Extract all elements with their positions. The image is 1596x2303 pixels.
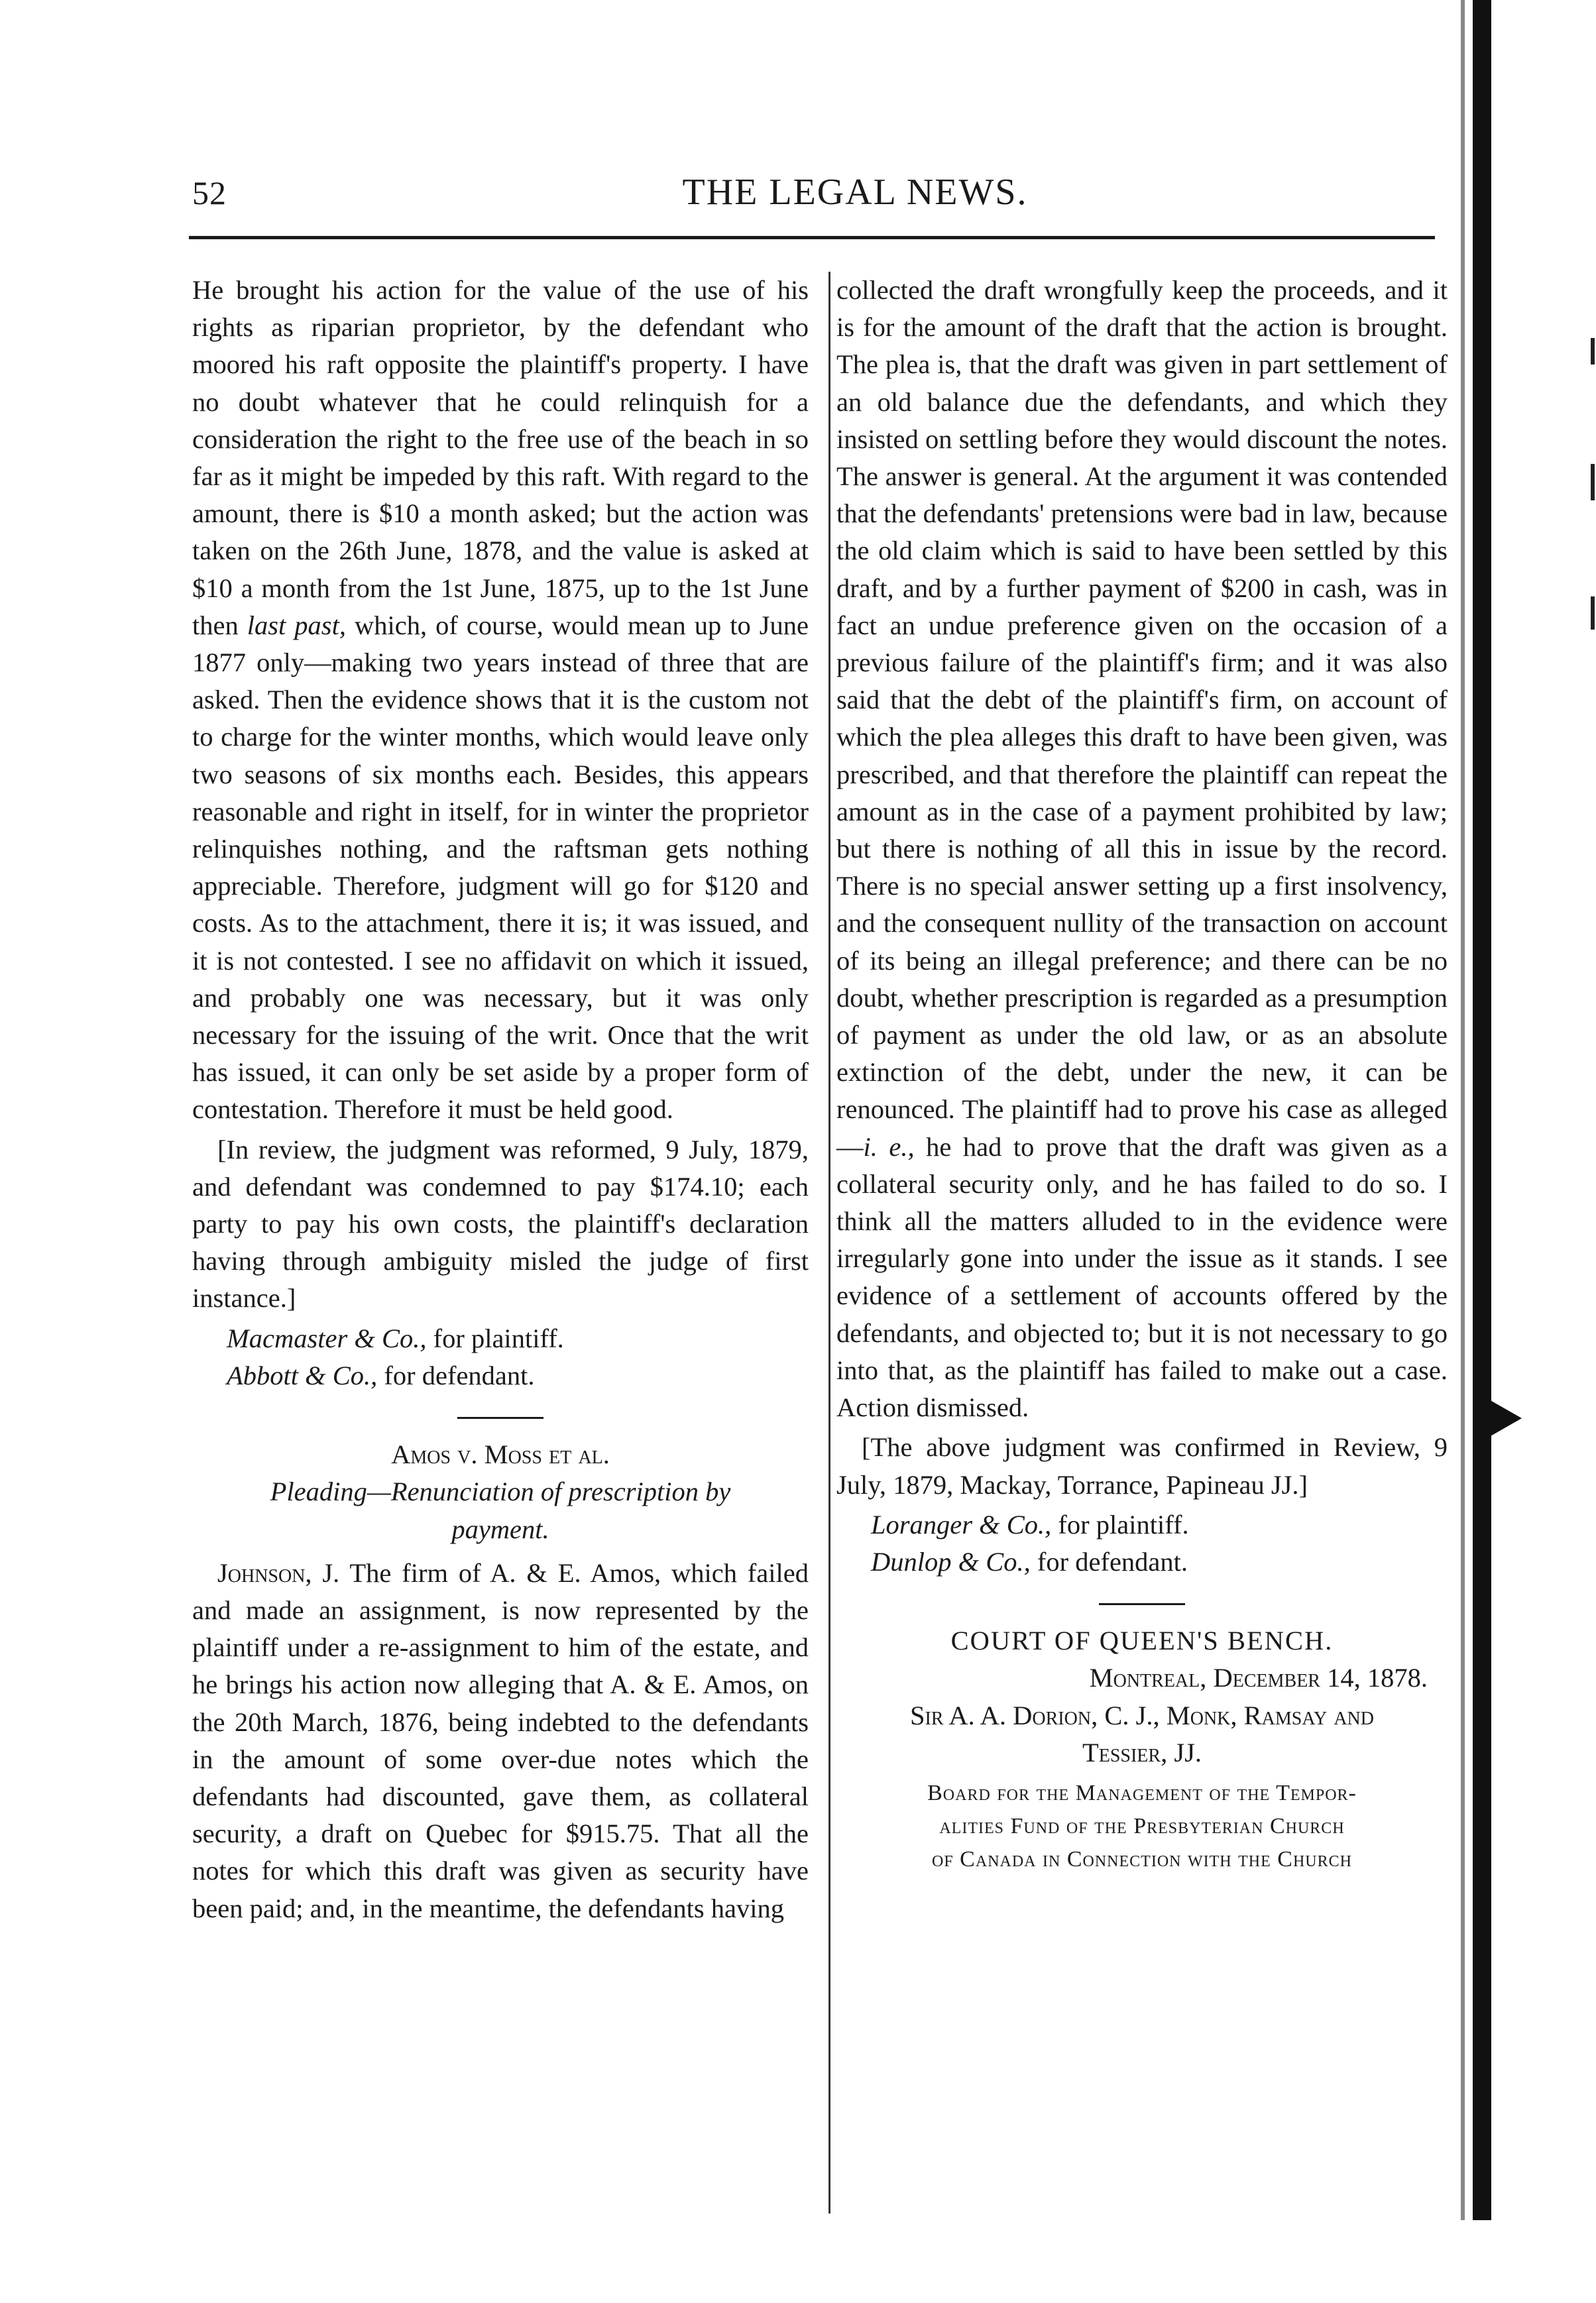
right-column xyxy=(836,272,1448,1876)
scan-edge-fleck xyxy=(1591,596,1595,630)
left-column xyxy=(192,272,809,1927)
review-note: [In review, the judgment was reformed, 9 July, 1879, and defendant was condemned to pay $174.10; each party to pay his own costs, the plaintiff's declaration having through ambiguity misled the judge of first instance.] xyxy=(192,1134,809,1314)
judges-line: Tessier, JJ. xyxy=(1082,1737,1202,1768)
counsel-line: Macmaster & Co., for plaintiff. xyxy=(227,1323,564,1353)
court-title: COURT OF QUEEN'S BENCH. xyxy=(950,1626,1334,1656)
counsel-line: Dunlop & Co., for defendant. xyxy=(871,1546,1188,1577)
header-rule xyxy=(189,236,1435,239)
scan-edge-fleck xyxy=(1591,338,1595,365)
running-title: THE LEGAL NEWS. xyxy=(682,172,1028,213)
scan-edge-arrow xyxy=(1475,1392,1522,1445)
case-title: Amos v. Moss et al. xyxy=(391,1439,610,1470)
italic-text: i. e., xyxy=(863,1131,915,1162)
scan-edge-bar xyxy=(1473,0,1491,2220)
page-number: 52 xyxy=(192,174,227,211)
judges-line: Sir A. A. Dorion, C. J., Monk, Ramsay and xyxy=(909,1700,1375,1730)
body-paragraph: Johnson, J. The firm of A. & E. Amos, which failed and made an assignment, is now represented by the plaintiff under a re-assignment to him of the estate, and he brings his action now alleging that A. & E. Amos, on the 20th March, 1876, being indebted to the defendants in the amount of some over-due notes which the defendants had discounted, gave them, as collateral security, a draft on Quebec for $915.75. That all the notes for which this draft was given as security have been paid; and, in the meantime, the defendants having xyxy=(192,1557,809,1923)
review-note: [The above judgment was confirmed in Review, 9 July, 1879, Mackay, Torrance, Papineau JJ.] xyxy=(836,1432,1448,1500)
scan-edge-fleck xyxy=(1591,464,1595,500)
italic-text: last past, xyxy=(247,610,346,640)
column-divider xyxy=(828,272,830,2214)
judge-name: Johnson, J. xyxy=(217,1557,340,1588)
counsel-line: Abbott & Co., for defendant. xyxy=(227,1360,535,1390)
section-divider xyxy=(1099,1603,1185,1605)
case-caption: alities Fund of the Presbyterian Church xyxy=(939,1813,1345,1838)
court-date: Montreal, December 14, 1878. xyxy=(1089,1663,1428,1693)
section-divider xyxy=(457,1417,543,1419)
case-caption: Board for the Management of the Tempor- xyxy=(927,1780,1357,1805)
counsel-line: Loranger & Co., for plaintiff. xyxy=(871,1509,1189,1540)
case-caption: of Canada in Connection with the Church xyxy=(932,1846,1352,1872)
headnote: Pleading—Renunciation of prescription by payment. xyxy=(270,1477,731,1544)
scan-edge-shadow xyxy=(1461,0,1465,2220)
body-paragraph: collected the draft wrongfully keep the proceeds, and it is for the amount of the draft that the action is brought. The plea is, that the draft was given in part settlement of an old balance due the defendants, and which they insisted on settling before they would discount the notes. The answer is general. At the argument it was contended that the defendants' pretensions were bad in law, because the old claim which is said to have been settled by this draft, and by a further payment of $200 in cash, was in fact an undue preference given on the occasion of a previous failure of the plaintiff's firm; and it was also said that the debt of the plaintiff's firm, on account of which the plea alleges this draft to have been given, was prescribed, and that therefore the plaintiff can repeat the amount as in the case of a payment prohibited by law; but there is nothing of all this in issue by the record. There is no special answer setting up a first insolvency, and the consequent nullity of the transaction on account of its being an illegal preference; and there can be no doubt, whether prescription is regarded as a presumption of payment as under the old law, or as an absolute extinction of the debt, under the new, it can be renounced. The plaintiff had to prove his case as alleged—i. e., he had to prove that the draft was given as a collateral security only, and he has failed to do so. I think all the matters alluded to in the evidence were irregularly gone into under the issue as it stands. I see evidence of a settlement of accounts offered by the defendants, and objected to; but it is not necessary to go into that, as the plaintiff has failed to make out a case. Action dismissed. xyxy=(836,275,1448,1423)
body-paragraph: He brought his action for the value of the use of his rights as riparian proprietor, by the defendant who moored his raft opposite the plaintiff's property. I have no doubt whatever that he could relinquish for a consideration the right to the free use of the beach in so far as it might be impeded by this raft. With regard to the amount, there is $10 a month asked; but the action was taken on the 26th June, 1878, and the value is asked at $10 a month from the 1st June, 1875, up to the 1st June then last past, which, of course, would mean up to June 1877 only—making two years instead of three that are asked. Then the evidence shows that it is the custom not to charge for the winter months, which would leave only two seasons of six months each. Besides, this appears reasonable and right in itself, for in winter the proprietor relinquishes nothing, and the raftsman gets nothing appreciable. Therefore, judgment will go for $120 and costs. As to the attachment, there it is; it was issued, and it is not contested. I see no affidavit on which it issued, and probably one was necessary, but it was only necessary for the issuing of the writ. Once that the writ has issued, it can only be set aside by a proper form of contestation. Therefore it must be held good. xyxy=(192,275,809,1125)
